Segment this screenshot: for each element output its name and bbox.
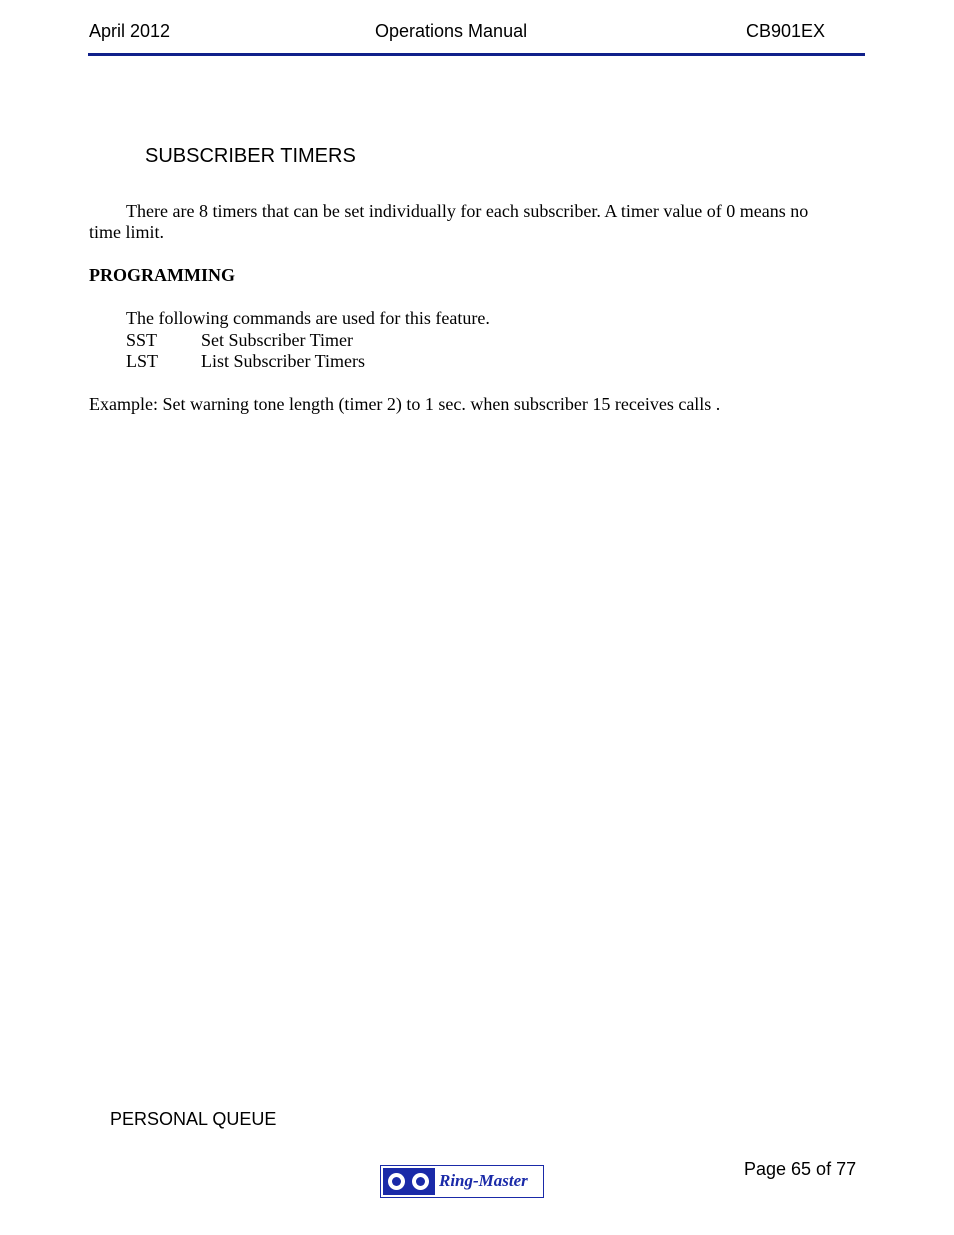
command-description: List Subscriber Timers	[201, 351, 366, 371]
page-number: Page 65 of 77	[744, 1159, 857, 1179]
commands-intro: The following commands are used for this feature.	[126, 308, 490, 328]
ring-icon	[388, 1173, 405, 1190]
programming-heading: PROGRAMMING	[89, 265, 235, 285]
command-code: LST	[126, 351, 159, 371]
ring-master-logo	[380, 1165, 544, 1198]
command-description: Set Subscriber Timer	[201, 330, 354, 350]
intro-paragraph-line-2: time limit.	[89, 222, 164, 242]
header-date: April 2012	[89, 21, 171, 41]
example-text: Example: Set warning tone length (timer 2) to 1 sec. when subscriber 15 receives calls .	[89, 394, 721, 414]
ring-icon	[412, 1173, 429, 1190]
header-divider	[88, 53, 865, 56]
intro-paragraph-line-1: There are 8 timers that can be set individually for each subscriber. A timer value of 0 means no	[126, 201, 809, 221]
command-code: SST	[126, 330, 158, 350]
section-title: SUBSCRIBER TIMERS	[145, 145, 356, 167]
logo-text: Ring-Master	[439, 1171, 528, 1190]
header-title: Operations Manual	[375, 21, 528, 41]
header-model: CB901EX	[746, 21, 826, 41]
logo-rings-icon	[383, 1168, 435, 1195]
footer-next-section: PERSONAL QUEUE	[110, 1109, 277, 1129]
